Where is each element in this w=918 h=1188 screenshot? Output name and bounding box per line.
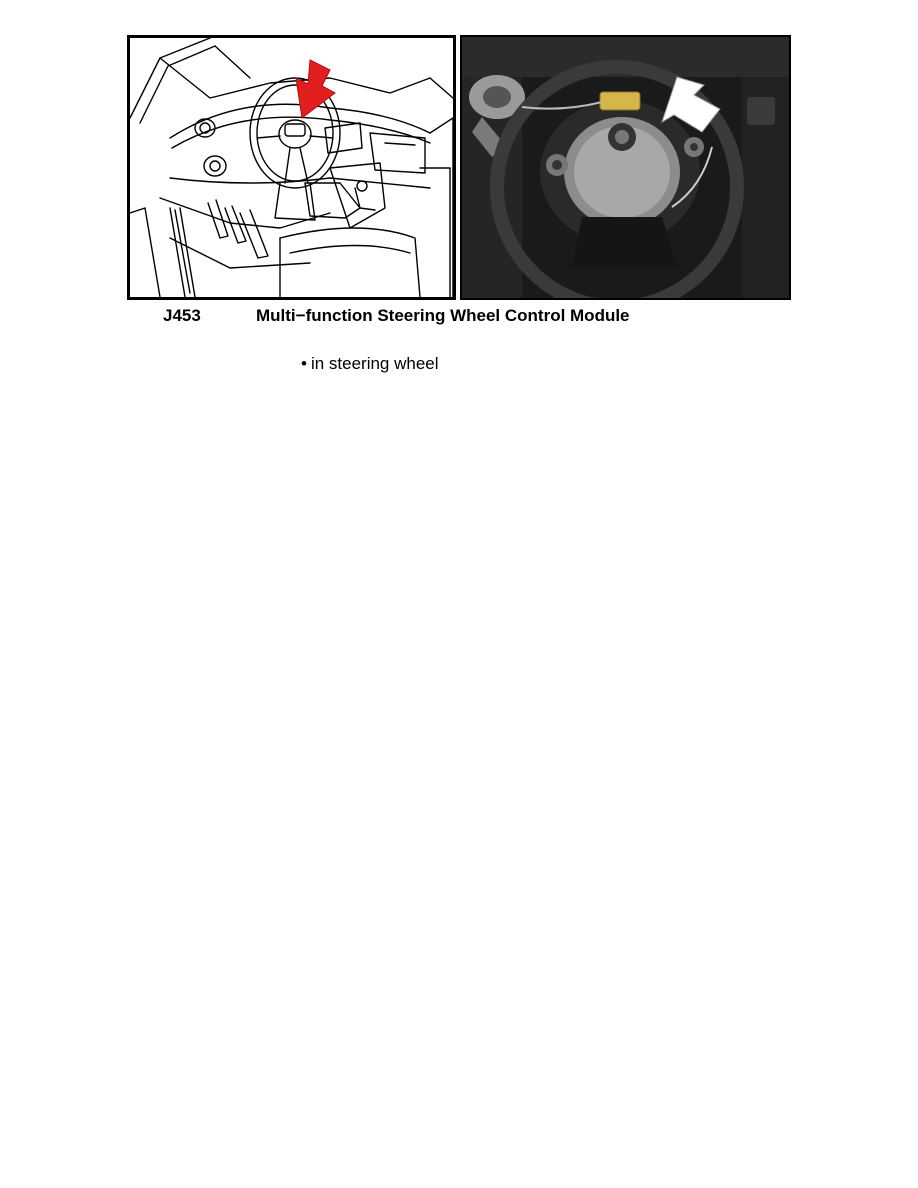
component-title: Multi−function Steering Wheel Control Module	[256, 306, 630, 325]
airbag-removed-photo	[462, 37, 789, 298]
car-interior-line-drawing	[127, 35, 456, 300]
red-arrow-indicator	[296, 60, 335, 118]
bullet-icon: •	[301, 354, 307, 373]
dashboard-illustration	[130, 38, 453, 297]
steering-wheel-photo	[460, 35, 791, 300]
component-code: J453	[163, 306, 201, 325]
location-text: in steering wheel	[310, 354, 439, 373]
location-note	[301, 354, 439, 374]
